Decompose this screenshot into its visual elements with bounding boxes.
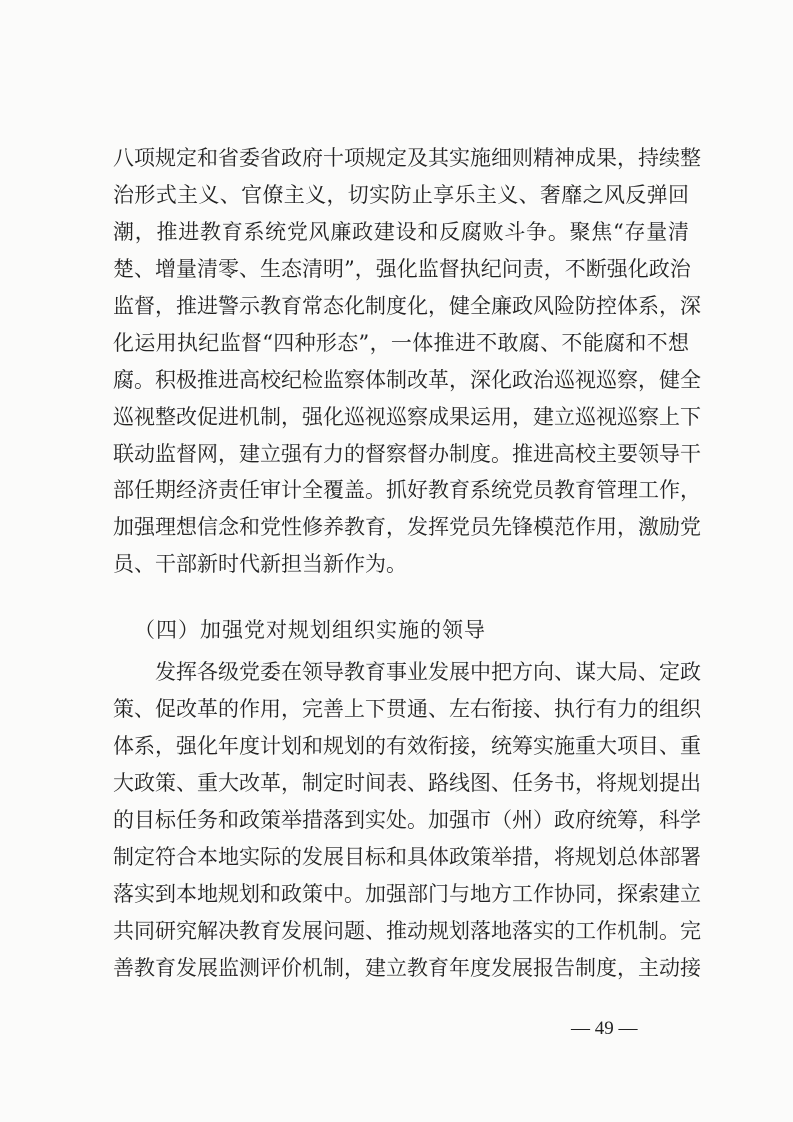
- paragraph-2-line: 制定符合本地实际的发展目标和具体政策举措，将规划总体部署: [113, 844, 701, 869]
- paragraph-1-line: 加强理想信念和党性修养教育，发挥党员先锋模范作用，激励党: [113, 515, 701, 540]
- paragraph-1-line: 化运用执纪监督“四种形态”，一体推进不敢腐、不能腐和不想: [113, 330, 689, 355]
- paragraph-2: [113, 654, 701, 986]
- paragraph-1-line: 腐。积极推进高校纪检监察体制改革，深化政治巡视巡察，健全: [113, 367, 701, 392]
- paragraph-2-line: 善教育发展监测评价机制，建立教育年度发展报告制度，主动接: [113, 955, 701, 980]
- paragraph-1-line: 八项规定和省委省政府十项规定及其实施细则精神成果，持续整: [113, 146, 701, 170]
- paragraph-2-line: 共同研究解决教育发展问题、推动规划落地落实的工作机制。完: [113, 918, 701, 943]
- paragraph-1: [113, 140, 701, 583]
- paragraph-1-line: 楚、增量清零、生态清明”，强化监督执纪问责，不断强化政治: [113, 256, 691, 281]
- paragraph-2-line: 发挥各级党委在领导教育事业发展中把方向、谋大局、定政: [155, 660, 701, 684]
- paragraph-2-line: 体系，强化年度计划和规划的有效衔接，统筹实施重大项目、重: [113, 733, 701, 758]
- paragraph-1-line: 巡视整改促进机制，强化巡视巡察成果运用，建立巡视巡察上下: [113, 404, 701, 429]
- paragraph-1-line: 部任期经济责任审计全覆盖。抓好教育系统党员教育管理工作，: [113, 478, 701, 503]
- page-number: — 49 —: [571, 1018, 638, 1039]
- paragraph-1-line: 监督，推进警示教育常态化制度化，健全廉政风险防控体系，深: [113, 293, 701, 318]
- paragraph-1-line: 潮，推进教育系统党风廉政建设和反腐败斗争。聚焦“存量清: [113, 219, 689, 244]
- paragraph-2-line: 落实到本地规划和政策中。加强部门与地方工作协同，探索建立: [113, 881, 701, 906]
- paragraph-1-line: 联动监督网，建立强有力的督察督办制度。推进高校主要领导干: [113, 441, 701, 466]
- paragraph-2-line: 策、促改革的作用，完善上下贯通、左右衔接、执行有力的组织: [113, 696, 701, 721]
- paragraph-2-line: 的目标任务和政策举措落到实处。加强市（州）政府统筹，科学: [113, 807, 701, 832]
- section-heading: （四）加强党对规划组织实施的领导: [134, 618, 486, 642]
- paragraph-1-line: 员、干部新时代新担当新作为。: [113, 552, 407, 577]
- paragraph-2-line: 大政策、重大改革，制定时间表、路线图、任务书，将规划提出: [113, 770, 701, 795]
- paragraph-1-line: 治形式主义、官僚主义，切实防止享乐主义、奢靡之风反弹回: [113, 182, 689, 207]
